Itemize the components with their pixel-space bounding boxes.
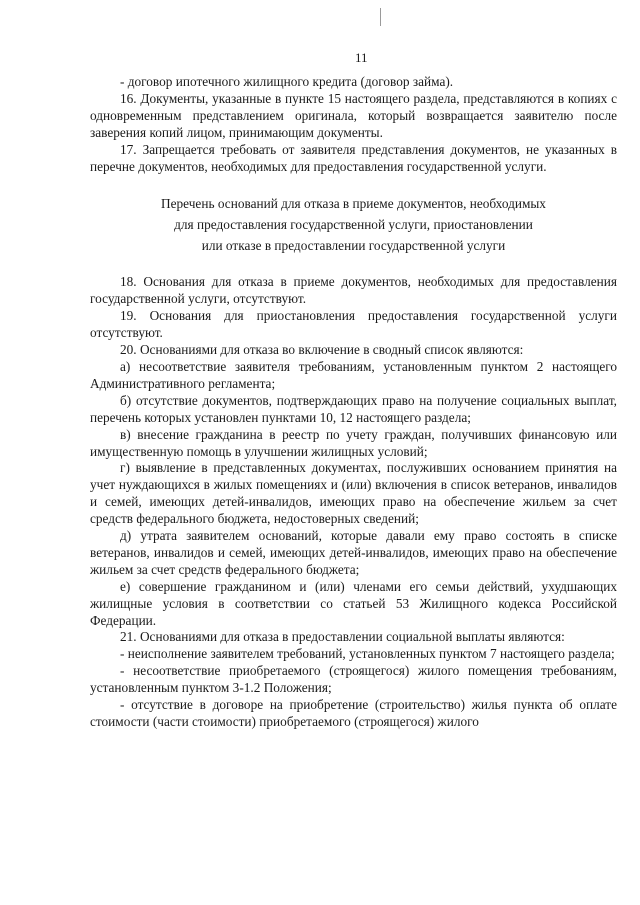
paragraph: 19. Основания для приостановления предоставления государственной услуги отсутствуют. bbox=[90, 308, 617, 341]
scan-mark bbox=[380, 8, 381, 26]
paragraph: 21. Основаниями для отказа в предоставлении социальной выплаты являются: bbox=[120, 629, 565, 645]
heading-line: Перечень оснований для отказа в приеме документов, необходимых bbox=[161, 196, 546, 212]
paragraph: б) отсутствие документов, подтверждающих право на получение социальных выплат, перечень которых установлен пунктами 10, 12 настоящего раздела; bbox=[90, 392, 617, 425]
paragraph: в) внесение гражданина в реестр по учету граждан, получивших финансовую или имущественную помощь в улучшении жилищных условий; bbox=[90, 426, 617, 459]
paragraph: г) выявление в представленных документах, послуживших основанием принятия на учет нуждающихся в жилых помещениях и (или) включения в список ветеранов, инвалидов и семей, имеющих детей-инвалидов, имеющих право на обеспечение жильем за счет средств федерального бюджета, недостоверных сведений; bbox=[90, 460, 617, 527]
paragraph: д) утрата заявителем оснований, которые давали ему право состоять в списке ветеранов, инвалидов и семей, имеющих детей-инвалидов, имеющих право на обеспечение жильем за счет средств федерального бюджета; bbox=[90, 528, 617, 577]
document-body bbox=[90, 74, 617, 731]
paragraph: 20. Основаниями для отказа во включение в сводный список являются: bbox=[120, 342, 524, 358]
page-number: 11 bbox=[355, 50, 368, 65]
section-heading bbox=[90, 193, 617, 256]
paragraph: 18. Основания для отказа в приеме документов, необходимых для предоставления государственной услуги, отсутствуют. bbox=[90, 274, 617, 307]
paragraph: - неисполнение заявителем требований, установленных пунктом 7 настоящего раздела; bbox=[120, 646, 615, 662]
paragraph: - отсутствие в договоре на приобретение (строительство) жилья пункта об оплате стоимости (части стоимости) приобретаемого (строящегося) жилого bbox=[90, 697, 617, 729]
paragraph: а) несоответствие заявителя требованиям, установленным пунктом 2 настоящего Административного регламента; bbox=[90, 358, 617, 391]
paragraph: е) совершение гражданином и (или) членами его семьи действий, ухудшающих жилищные условия в соответствии со статьей 53 Жилищного кодекса Российской Федерации. bbox=[90, 578, 617, 628]
heading-line: для предоставления государственной услуги, приостановлении bbox=[174, 217, 533, 233]
paragraph: - несоответствие приобретаемого (строящегося) жилого помещения требованиям, установленным пунктом 3-1.2 Положения; bbox=[90, 663, 617, 696]
paragraph: 17. Запрещается требовать от заявителя представления документов, не указанных в перечне документов, необходимых для предоставления государственной услуги. bbox=[90, 141, 617, 174]
heading-line: или отказе в предоставлении государственной услуги bbox=[201, 238, 506, 254]
paragraph: - договор ипотечного жилищного кредита (договор займа). bbox=[120, 74, 454, 89]
paragraph: 16. Документы, указанные в пункте 15 настоящего раздела, представляются в копиях с одновременным представлением оригинала, который возвращается заявителю после заверения копий лицом, принимающим документы. bbox=[90, 90, 617, 140]
